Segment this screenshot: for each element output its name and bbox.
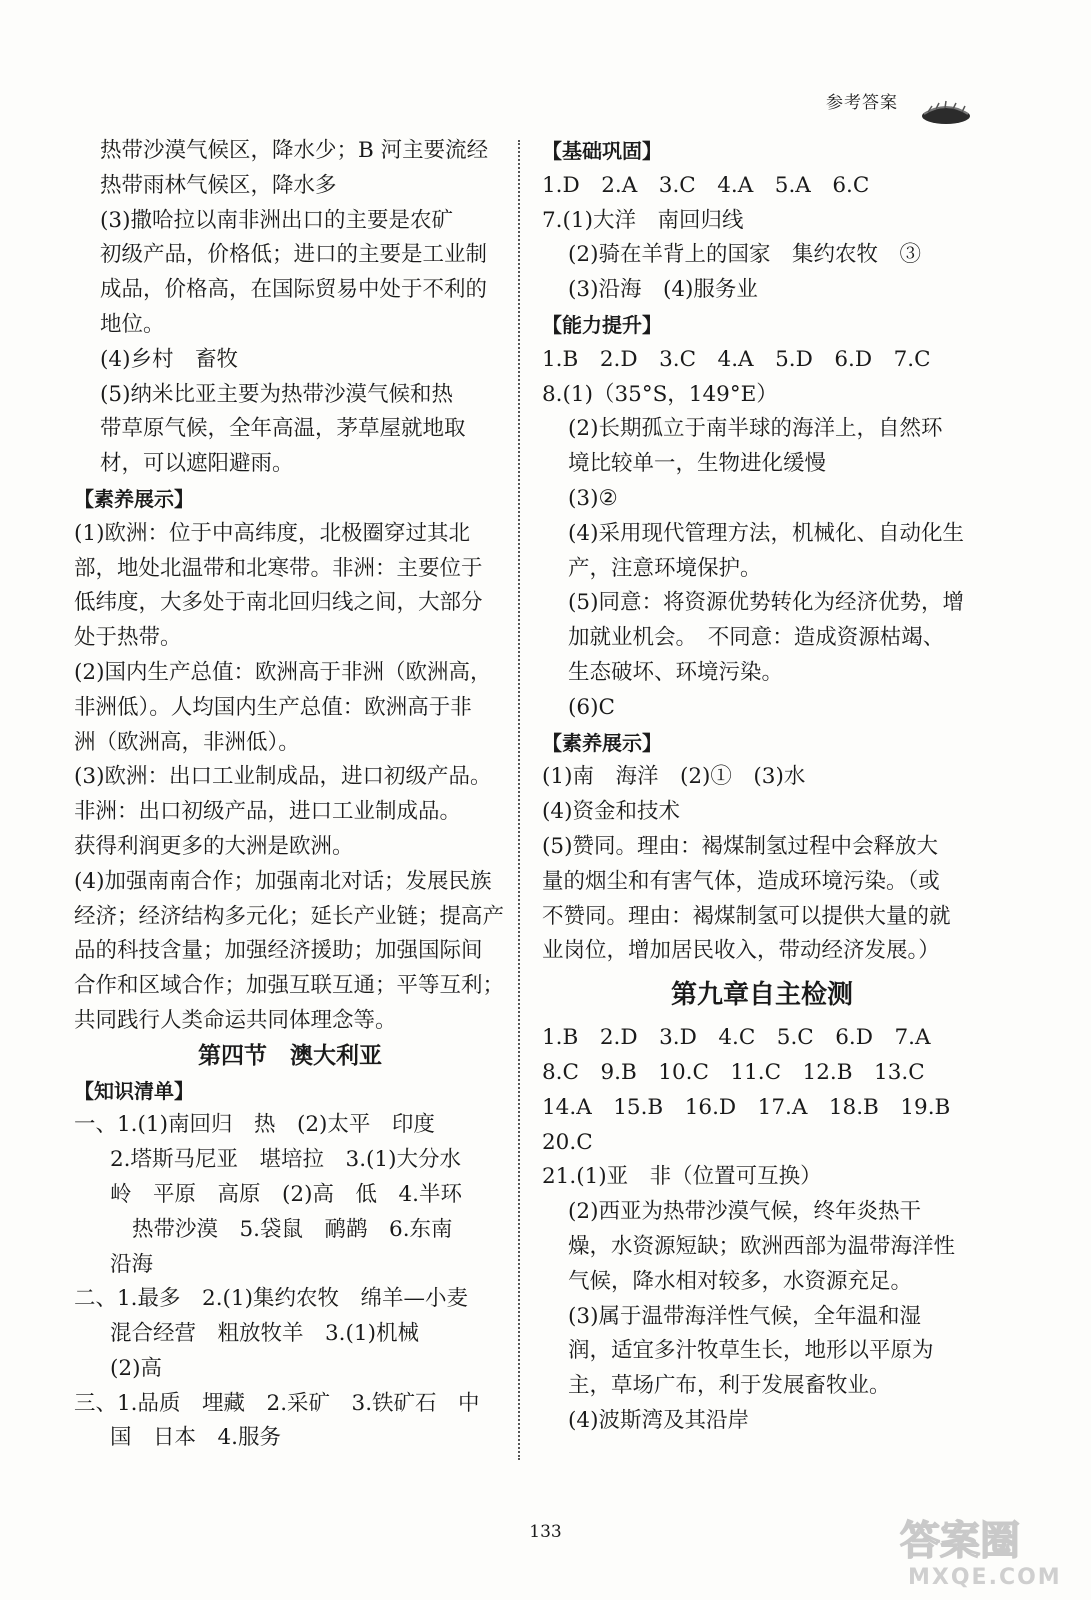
answer-line: (4)加强南南合作；加强南北对话；发展民族 — [74, 868, 492, 894]
watermark-sub-text: MXQE.COM — [908, 1565, 1062, 1590]
answer-line: 二、1.最多 2.(1)集约农牧 绵羊—小麦 — [74, 1286, 468, 1312]
answer-line: 热带沙漠气候区，降水少；B 河主要流经 — [100, 138, 489, 163]
answer-line: (4)乡村 畜牧 — [100, 346, 238, 372]
answer-line: 主，草场广布，利于发展畜牧业。 — [568, 1373, 891, 1399]
answer-line: 8.(1)（35°S，149°E） — [542, 381, 778, 407]
answer-line: (2)国内生产总值：欧洲高于非洲（欧洲高， — [74, 659, 492, 685]
answer-line: 14.A 15.B 16.D 17.A 18.B 19.B — [542, 1094, 951, 1120]
answer-line: (1)欧洲：位于中高纬度，北极圈穿过其北 — [74, 520, 470, 546]
answer-line: 21.(1)亚 非（位置可互换） — [542, 1164, 822, 1190]
answer-line: (2)西亚为热带沙漠气候，终年炎热干 — [568, 1199, 921, 1225]
answer-line: (6)C — [568, 694, 615, 720]
answer-line: (2)长期孤立于南半球的海洋上，自然环 — [568, 416, 943, 442]
answer-line: 生态破坏、环境污染。 — [568, 659, 784, 685]
watermark-main-text: 答案圈 — [900, 1518, 1020, 1564]
answer-line: (2)高 — [110, 1355, 162, 1381]
answer-line: (3)沿海 (4)服务业 — [568, 277, 758, 303]
answer-line: 岭 平原 高原 (2)高 低 4.半环 — [110, 1181, 462, 1207]
answer-line: 量的烟尘和有害气体，造成环境污染。（或 — [542, 868, 940, 894]
answer-line: 业岗位，增加居民收入，带动经济发展。） — [542, 938, 940, 964]
section-heading: 【素养展示】 — [542, 730, 662, 755]
answer-line: 润，适宜多汁牧草生长，地形以平原为 — [568, 1338, 934, 1364]
answer-line: 1.B 2.D 3.C 4.A 5.D 6.D 7.C — [542, 346, 931, 372]
running-header-label: 参考答案 — [826, 93, 898, 113]
answer-line: 不赞同。理由：褐煤制氢可以提供大量的就 — [542, 903, 951, 929]
left-column — [74, 134, 506, 1456]
answer-line: 燥，水资源短缺；欧洲西部为温带海洋性 — [568, 1233, 956, 1259]
answer-line: 热带雨林气候区，降水多 — [100, 172, 337, 198]
answer-line: 部，地处北温带和北寒带。非洲：主要位于 — [74, 555, 483, 581]
section-title: 第四节 澳大利亚 — [198, 1042, 382, 1069]
answer-line: (3)欧洲：出口工业制成品，进口初级产品。 — [74, 764, 492, 790]
answer-line: (3)② — [568, 485, 618, 511]
answer-line: 2.塔斯马尼亚 堪培拉 3.(1)大分水 — [110, 1147, 461, 1173]
answer-line: 品的科技含量；加强经济援助；加强国际间 — [74, 938, 483, 964]
header-book-logo — [920, 96, 972, 126]
answer-line: (3)属于温带海洋性气候，全年温和湿 — [568, 1303, 921, 1329]
answer-line: (5)同意：将资源优势转化为经济优势，增 — [568, 590, 964, 616]
answer-line: 气候，降水相对较多，水资源充足。 — [568, 1268, 913, 1294]
answer-line: 三、1.品质 埋藏 2.采矿 3.铁矿石 中 — [74, 1390, 480, 1416]
answer-line: 沿海 — [110, 1251, 154, 1277]
right-column — [542, 134, 982, 1439]
answer-line: 一、1.(1)南回归 热 (2)太平 印度 — [74, 1112, 435, 1138]
answer-line: 1.B 2.D 3.D 4.C 5.C 6.D 7.A — [542, 1025, 931, 1051]
watermark-logo — [892, 1512, 1082, 1592]
answer-line: (1)南 海洋 (2)① (3)水 — [542, 764, 806, 790]
answer-line: 共同践行人类命运共同体理念等。 — [74, 1007, 397, 1033]
column-divider — [518, 140, 520, 1460]
answer-line: (4)采用现代管理方法，机械化、自动化生 — [568, 520, 964, 546]
answer-line: 加就业机会。 不同意：造成资源枯竭、 — [568, 625, 945, 651]
section-heading: 【素养展示】 — [74, 486, 194, 511]
answer-line: 合作和区域合作；加强互联互通；平等互利； — [74, 973, 505, 999]
section-heading: 【基础巩固】 — [542, 139, 662, 163]
answer-line: 非洲：出口初级产品，进口工业制成品。 — [74, 799, 462, 825]
section-title: 第九章自主检测 — [670, 980, 853, 1011]
answer-line: 热带沙漠 5.袋鼠 鸸鹋 6.东南 — [132, 1216, 453, 1242]
section-heading: 【知识清单】 — [74, 1078, 194, 1103]
answer-line: 国 日本 4.服务 — [110, 1425, 282, 1451]
answer-line: (5)纳米比亚主要为热带沙漠气候和热 — [100, 381, 453, 407]
answer-line: 初级产品，价格低；进口的主要是工业制 — [100, 242, 488, 268]
answer-line: 处于热带。 — [74, 625, 182, 651]
answer-line: (3)撒哈拉以南非洲出口的主要是农矿 — [100, 207, 453, 233]
answer-line: 经济；经济结构多元化；延长产业链；提高产 — [74, 903, 505, 929]
answer-line: 非洲低）。人均国内生产总值：欧洲高于非 — [74, 694, 472, 720]
answer-line: 混合经营 粗放牧羊 3.(1)机械 — [110, 1321, 419, 1347]
answer-line: 材，可以遮阳避雨。 — [100, 451, 294, 477]
answer-line: 产，注意环境保护。 — [568, 555, 762, 581]
answer-line: 洲（欧洲高，非洲低）。 — [74, 729, 300, 755]
answer-line: (5)赞同。理由：褐煤制氢过程中会释放大 — [542, 833, 938, 859]
answer-line: 7.(1)大洋 南回归线 — [542, 207, 744, 233]
answer-line: 地位。 — [100, 311, 165, 337]
answer-line: 带草原气候，全年高温，茅草屋就地取 — [100, 416, 466, 442]
answer-line: 获得利润更多的大洲是欧洲。 — [74, 833, 354, 859]
answer-line: 20.C — [542, 1129, 593, 1155]
answer-line: (2)骑在羊背上的国家 集约农牧 ③ — [568, 242, 921, 268]
answer-line: 8.C 9.B 10.C 11.C 12.B 13.C — [542, 1059, 925, 1085]
answer-line: (4)资金和技术 — [542, 799, 680, 825]
answer-line: 成品，价格高，在国际贸易中处于不利的 — [100, 277, 488, 303]
answer-line: (4)波斯湾及其沿岸 — [568, 1407, 749, 1433]
page-number: 133 — [529, 1522, 562, 1542]
section-heading: 【能力提升】 — [542, 312, 662, 337]
answer-line: 1.D 2.A 3.C 4.A 5.A 6.C — [542, 172, 870, 198]
answer-line: 低纬度，大多处于南北回归线之间，大部分 — [74, 590, 483, 616]
answer-line: 境比较单一，生物进化缓慢 — [568, 451, 827, 477]
